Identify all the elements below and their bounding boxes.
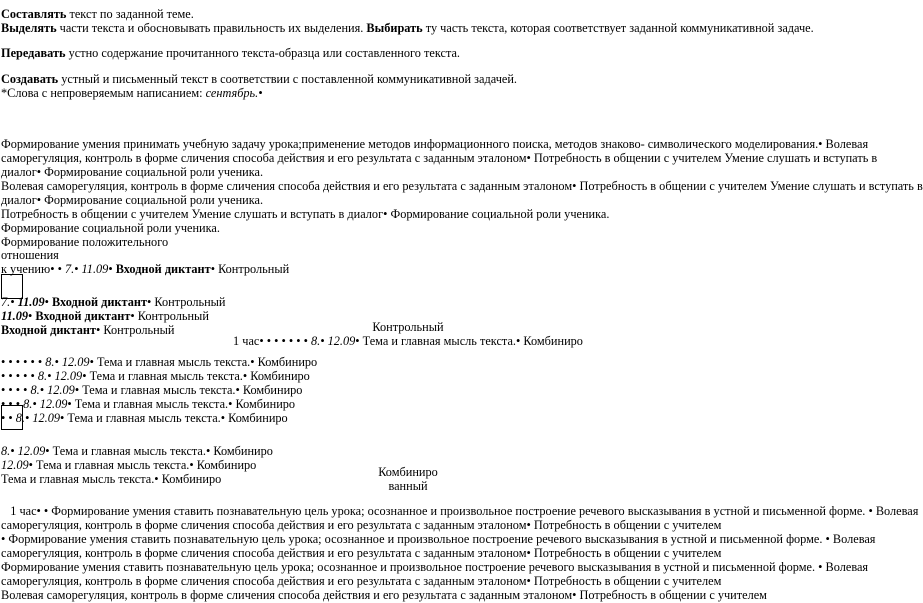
text-segment: Выделять <box>1 21 57 35</box>
text-line <box>1 87 263 101</box>
text-segment: Входной диктант <box>1 323 96 337</box>
text-segment: • Контрольный <box>95 323 175 337</box>
text-segment: 7.• 11.09 <box>64 262 109 276</box>
text-line <box>1 519 721 533</box>
text-segment: 1 час• • Формирование умения ставить познавательную цель урока; осознанное и произвольное построение речевого высказывания в устной и письменной форме. • Волевая <box>1 504 919 518</box>
text-line <box>1 589 767 603</box>
text-segment: саморегуляция, контроль в форме сличения способа действия и его результата с заданным эталоном• Потребность в общении с учителем <box>1 518 722 532</box>
text-segment: • • • <box>1 397 24 411</box>
text-segment: • • • • <box>1 383 31 397</box>
text-segment: 8.• 12.09 <box>311 334 356 348</box>
text-segment: Волевая саморегуляция, контроль в форме сличения способа действия и его результата с заданным эталоном• Потребность в общении с учителем <box>1 588 767 602</box>
text-segment: 1 час• • • • • • • <box>233 334 312 348</box>
text-segment: Комбиниро <box>378 465 438 479</box>
text-segment: • Формирование умения ставить познавательную цель урока; осознанное и произвольное построение речевого высказывания в устной и письменной форме. • Волевая <box>1 532 876 546</box>
text-segment: Передавать <box>1 46 66 60</box>
text-segment: • Тема и главная мысль текста.• Комбиниро <box>355 334 583 348</box>
text-segment: устный и письменный текст в соответствии с поставленной коммуникативной задачей. <box>58 72 517 86</box>
text-segment: • Контрольный <box>146 295 226 309</box>
text-segment: Составлять <box>1 7 67 21</box>
text-line <box>1 561 868 575</box>
text-segment: • Тема и главная мысль текста.• Комбиниро <box>60 411 288 425</box>
text-line <box>1 180 923 194</box>
text-segment: Формирование положительного <box>1 235 169 249</box>
text-segment: отношения <box>1 248 59 262</box>
text-segment: 8.• 12.09 <box>37 369 83 383</box>
text-line <box>1 8 194 22</box>
text-segment: 8.• 12.09 <box>1 444 46 458</box>
text-segment: текст по заданной теме. <box>66 7 194 21</box>
text-segment: • • • • • • <box>1 355 46 369</box>
text-segment: Формирование умения принимать учебную задачу урока;применение методов информационного поиска, методов знаково- символического моделирования.• Волевая <box>1 137 869 151</box>
text-line <box>1 505 918 519</box>
text-segment: 11.09 <box>17 295 45 309</box>
text-segment: саморегуляция, контроль в форме сличения способа действия и его результата с заданным эталоном• Потребность в общении с учителем <box>1 546 722 560</box>
text-line <box>1 412 288 426</box>
text-line <box>1 263 289 277</box>
text-segment: Потребность в общении с учителем Умение слушать и вступать в диалог• Формирование социальной роли ученика. <box>1 207 610 221</box>
text-segment: 8.• 12.09 <box>23 397 68 411</box>
text-segment: Создавать <box>1 72 59 86</box>
text-segment: саморегуляция, контроль в форме сличения способа действия и его результата с заданным эталоном• Потребность в общении с учителем <box>1 574 722 588</box>
text-segment: 7.• <box>1 295 18 309</box>
text-line <box>1 152 877 166</box>
text-segment: • Тема и главная мысль текста.• Комбиниро <box>28 458 257 472</box>
text-segment: *Слова с непроверяемым написанием: <box>1 86 206 100</box>
text-segment: Тема и главная мысль текста.• Комбиниро <box>1 472 222 486</box>
text-segment: • Тема и главная мысль текста.• Комбиниро <box>82 369 310 383</box>
text-segment: Волевая саморегуляция, контроль в форме сличения способа действия и его результата с заданным эталоном• Потребность в общении с учителем Умение слушать и вступать в <box>1 179 923 193</box>
text-line <box>1 356 317 370</box>
text-segment: 8.• 12.09 <box>30 383 75 397</box>
text-segment: Формирование социальной роли ученика. <box>1 221 220 235</box>
text-segment: • Контрольный <box>210 262 290 276</box>
text-line <box>1 249 59 263</box>
text-line <box>1 138 868 152</box>
text-line <box>0 321 816 335</box>
text-segment: диалог• Формирование социальной роли ученика. <box>1 193 264 207</box>
text-line <box>0 480 816 494</box>
text-segment: 11.09 <box>1 309 28 323</box>
text-line <box>0 466 816 480</box>
text-segment: • Тема и главная мысль текста.• Комбиниро <box>89 355 318 369</box>
text-line <box>1 194 263 208</box>
text-line <box>1 445 273 459</box>
text-segment: Входной диктант <box>35 309 131 323</box>
text-segment: • Тема и главная мысль текста.• Комбиниро <box>74 383 303 397</box>
text-segment: • • <box>1 411 16 425</box>
text-segment: саморегуляция, контроль в форме сличения способа действия и его результата с заданным эталоном• Потребность в общении с учителем Умение слушать и вступать в <box>1 151 878 165</box>
text-segment <box>18 295 45 309</box>
text-segment: сентябрь.• <box>205 86 263 100</box>
text-segment: части текста и обосновывать правильность их выделения. <box>56 21 367 35</box>
text-segment: к учению• • <box>1 262 65 276</box>
text-segment: Входной диктант <box>115 262 211 276</box>
text-segment: Выбирать <box>366 21 423 35</box>
text-line <box>1 73 517 87</box>
text-line <box>1 208 609 222</box>
text-segment: Контрольный <box>372 320 444 334</box>
text-line <box>1 296 226 310</box>
text-line <box>1 370 310 384</box>
text-segment: ту часть текста, которая соответствует заданной коммуникативной задаче. <box>422 21 814 35</box>
text-line <box>1 398 295 412</box>
text-segment: • • • • • <box>1 369 38 383</box>
text-line <box>0 335 816 349</box>
text-segment: Входной диктант <box>52 295 147 309</box>
text-segment: • Тема и главная мысль текста.• Комбиниро <box>45 444 273 458</box>
text-line <box>1 222 220 236</box>
text-line <box>1 575 721 589</box>
text-line <box>1 384 302 398</box>
text-line <box>1 22 814 36</box>
text-segment: диалог• Формирование социальной роли ученика. <box>1 165 264 179</box>
text-segment: Формирование умения ставить познавательную цель урока; осознанное и произвольное построение речевого высказывания в устной и письменной форме. • Волевая <box>1 560 869 574</box>
text-line <box>1 166 263 180</box>
text-segment: • Контрольный <box>130 309 209 323</box>
text-segment: 12.09 <box>1 458 29 472</box>
text-segment: • <box>44 295 52 309</box>
text-segment: • <box>28 309 36 323</box>
text-line <box>1 547 721 561</box>
text-segment: 8.• 12.09 <box>15 411 61 425</box>
text-line <box>1 47 460 61</box>
text-segment: • <box>108 262 116 276</box>
text-line <box>1 533 875 547</box>
text-segment: ванный <box>388 479 428 493</box>
text-segment: • Тема и главная мысль текста.• Комбиниро <box>67 397 296 411</box>
text-segment: устно содержание прочитанного текста-образца или составленного текста. <box>65 46 461 60</box>
text-segment: 8.• 12.09 <box>45 355 90 369</box>
